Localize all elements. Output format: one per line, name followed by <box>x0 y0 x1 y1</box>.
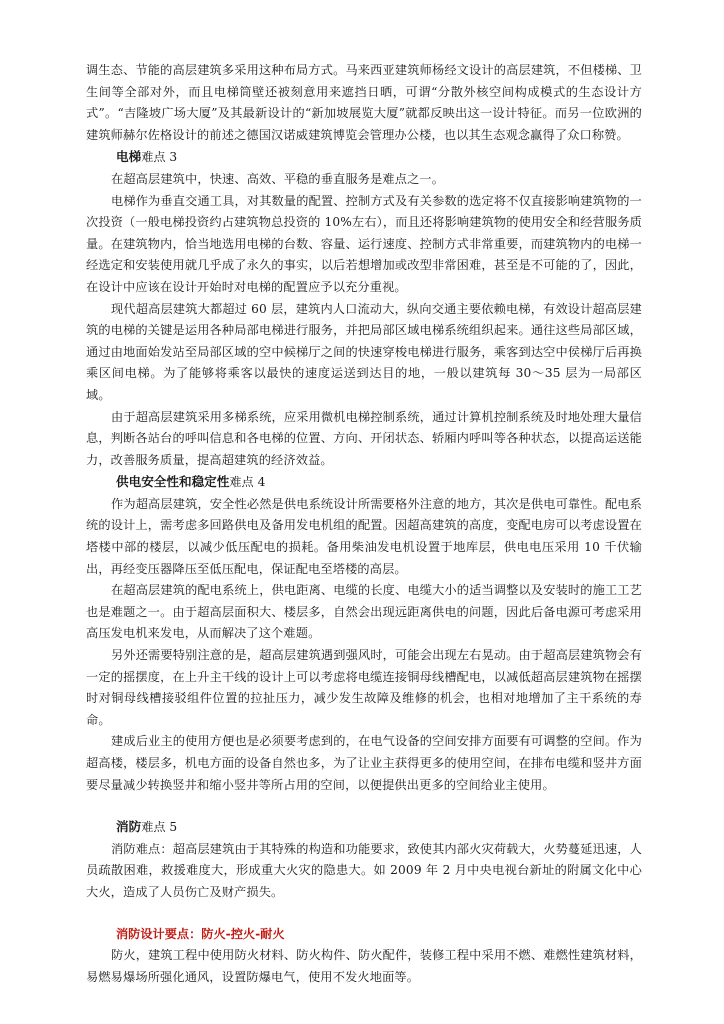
paragraph: 建成后业主的使用方便也是必须要考虑到的，在电气设备的空间安排方面要有可调整的空间。作为超高楼，楼层多，机电方面的设备自然也多，为了让业主获得更多的使用空间，在排布电缆和竖井方面要尽量减少转换竖井和缩小竖井等所占用的空间，以便提供出更多的空间给业主使用。 <box>86 734 642 792</box>
paragraph: 消防难点：超高层建筑由于其特殊的构造和功能要求，致使其内部火灾荷载大，火势蔓延迅速，人员疏散困难，救援难度大，形成重大火灾的隐患大。如 2009 年 2 月中央电视台新址的附属文化中心大火，造成了人员伤亡及财产损失。 <box>86 841 642 899</box>
difficulty-tag: 难点 4 <box>229 475 266 490</box>
section-title: 供电安全性和稳定性 <box>116 474 230 490</box>
paragraph: 另外还需要特别注意的是，超高层建筑遇到强风时，可能会出现左右晃动。由于超高层建筑物会有一定的摇摆度，在上升主干线的设计上可以考虑将电缆连接铜母线槽配电，以减低超高层建筑物在摇摆时对铜母线槽接驳组件位置的拉扯压力，减少发生故障及维修的机会，也相对地增加了主干系统的寿命。 <box>86 648 642 727</box>
paragraph: 在超高层建筑的配电系统上，供电距离、电缆的长度、电缆大小的适当调整以及安装时的施工工艺也是难题之一。由于超高层面积大、楼层多，自然会出现远距离供电的问题，因此后备电源可考虑采用高压发电机来发电，从而解决了这个难题。 <box>86 583 642 641</box>
section-heading-power <box>86 471 642 494</box>
fire-design-heading <box>86 922 642 946</box>
difficulty-tag: 难点 3 <box>141 150 178 165</box>
fire-design-title: 消防设计要点：防火-控火-耐火 <box>116 926 285 941</box>
spacer <box>86 796 642 816</box>
intro-paragraph: 调生态、节能的高层建筑多采用这种布局方式。马来西亚建筑师杨经文设计的高层建筑，不但楼梯、卫生间等全部对外，而且电梯筒壁还被刻意用来遮挡日晒，可谓“分散外核空间构成模式的生态设计方式”。“吉隆坡广场大厦”及其最新设计的“新加坡展览大厦”就都反映出这一设计特征。而另一位欧洲的建筑师赫尔佐格设计的前述之德国汉诺威建筑博览会管理办公楼，也以其生态观念赢得了众口称赞。 <box>86 63 642 142</box>
section-title: 消防 <box>116 819 142 835</box>
paragraph: 作为超高层建筑，安全性必然是供电系统设计所需要格外注意的地方，其次是供电可靠性。配电系统的设计上，需考虑多回路供电及备用发电机组的配置。因超高建筑的高度，变配电房可以考虑设置在塔楼中部的楼层，以减少低压配电的损耗。备用柴油发电机设置于地库层，供电电压采用 10 千伏输出，再经变压器降压至低压配电，保证配电至塔楼的高层。 <box>86 496 642 576</box>
section-heading-elevator <box>86 146 642 169</box>
document-page <box>86 60 642 988</box>
difficulty-tag: 难点 5 <box>141 820 178 835</box>
spacer <box>86 904 642 922</box>
paragraph: 电梯作为垂直交通工具，对其数量的配置、控制方式及有关参数的选定将不仅直接影响建筑物的一次投资（一般电梯投资约占建筑物总投资的 10%左右），而且还将影响建筑物的使用安全和经营服务质量。在建筑物内，恰当地选用电梯的台数、容量、运行速度、控制方式非常重要，而建筑物内的电梯一经选定和安装使用就几乎成了永久的事实，以后若想增加或改型非常困难，甚至是不可能的了，因此，在设计中应该在设计开始时对电梯的配置应予以充分重视。 <box>86 193 642 294</box>
paragraph: 由于超高层建筑采用多梯系统，应采用微机电梯控制系统，通过计算机控制系统及时地处理大量信息，判断各站台的呼叫信息和各电梯的位置、方向、开闭状态、轿厢内呼叫等各种状态，以提高运送能力，改善服务质量，提高超建筑的经济效益。 <box>86 409 642 467</box>
paragraph: 防火，建筑工程中使用防火材料、防火构件、防火配件，装修工程中采用不燃、难燃性建筑材料，易燃易爆场所强化通风，设置防爆电气，使用不发火地面等。 <box>86 948 642 984</box>
section-title: 电梯 <box>116 149 142 165</box>
paragraph: 现代超高层建筑大都超过 60 层，建筑内人口流动大，纵向交通主要依赖电梯，有效设计超高层建筑的电梯的关键是运用各种局部电梯进行服务，并把局部区域电梯系统组织起来。通往这些局部区域，通过由地面始发站至局部区域的空中候梯厅之间的快速穿梭电梯进行服务，乘客到达空中侯梯厅后再换乘区间电梯。为了能够将乘客以最快的速度运送到达目的地，一般以建筑每 30～35 层为一局部区域。 <box>86 301 642 402</box>
paragraph: 在超高层建筑中，快速、高效、平稳的垂直服务是难点之一。 <box>111 171 445 186</box>
section-heading-fire <box>86 816 642 839</box>
